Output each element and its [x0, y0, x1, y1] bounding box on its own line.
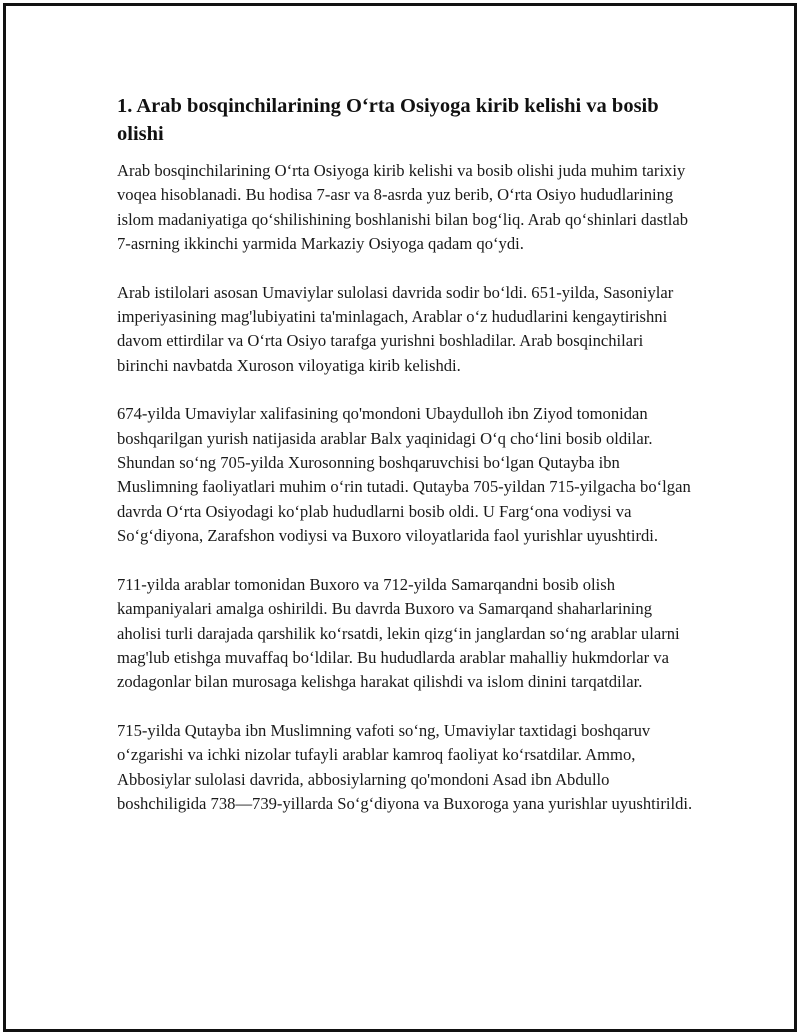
section-heading: 1. Arab bosqinchilarining O‘rta Osiyoga kirib kelishi va bosib olishi: [117, 95, 659, 145]
paragraph-5: 715-yilda Qutayba ibn Muslimning vafoti so‘ng, Umaviylar taxtidagi boshqaruv o‘zgarishi va ichki nizolar tufayli arablar kamroq faoliyat ko‘rsatdilar. Ammo, Abbosiylar sulolasi davrida, abbosiylarning qo'mondoni Asad ibn Abdullo boshchiligida 738—739-yillarda So‘g‘diyona va Buxoroga yana yurishlar uyushtirildi.: [117, 720, 693, 813]
paragraph-2: Arab istilolari asosan Umaviylar sulolasi davrida sodir bo‘ldi. 651-yilda, Sasoniylar imperiyasining mag'lubiyatini ta'minlagach, Arablar o‘z hududlarini kengaytirishni davom ettirdilar va O‘rta Osiyo tarafga yurishni boshladilar. Arab bosqinchilari birinchi navbatda Xuroson viloyatiga kirib kelishdi.: [117, 282, 674, 375]
paragraph-1: Arab bosqinchilarining O‘rta Osiyoga kirib kelishi va bosib olishi juda muhim tarixiy voqea hisoblanadi. Bu hodisa 7-asr va 8-asrda yuz berib, O‘rta Osiyo hududlarining islom madaniyatiga qo‘shilishining boshlanishi bilan bog‘liq. Arab qo‘shinlari dastlab 7-asrning ikkinchi yarmida Markaziy Osiyoga qadam qo‘ydi.: [117, 161, 689, 254]
paragraph-3: 674-yilda Umaviylar xalifasining qo'mondoni Ubaydulloh ibn Ziyod tomonidan boshqarilgan yurish natijasida arablar Balx yaqinidagi O‘q cho‘lini bosib oldilar. Shundan so‘ng 705-yilda Xurosonning boshqaruvchisi bo‘lgan Qutayba ibn Muslimning faoliyatlari muhim o‘rin tutadi. Qutayba 705-yildan 715-yilgacha bo‘lgan davrda O‘rta Osiyodagi ko‘plab hududlarni bosib oldi. U Farg‘ona vodiysi va So‘g‘diyona, Zarafshon vodiysi va Buxoro viloyatlarida faol yurishlar uyushtirdi.: [117, 404, 691, 546]
document-body: [117, 92, 695, 840]
paragraph-4: 711-yilda arablar tomonidan Buxoro va 712-yilda Samarqandni bosib olish kampaniyalari amalga oshirildi. Bu davrda Buxoro va Samarqand shaharlarining aholisi turli darajada qarshilik ko‘rsatdi, lekin qizg‘in janglardan so‘ng arablar ularni mag'lub etishga muvaffaq bo‘ldilar. Bu hududlarda arablar mahalliy hukmdorlar va zodagonlar bilan murosaga kelishga harakat qilishdi va islom dinini tarqatdilar.: [117, 574, 680, 692]
